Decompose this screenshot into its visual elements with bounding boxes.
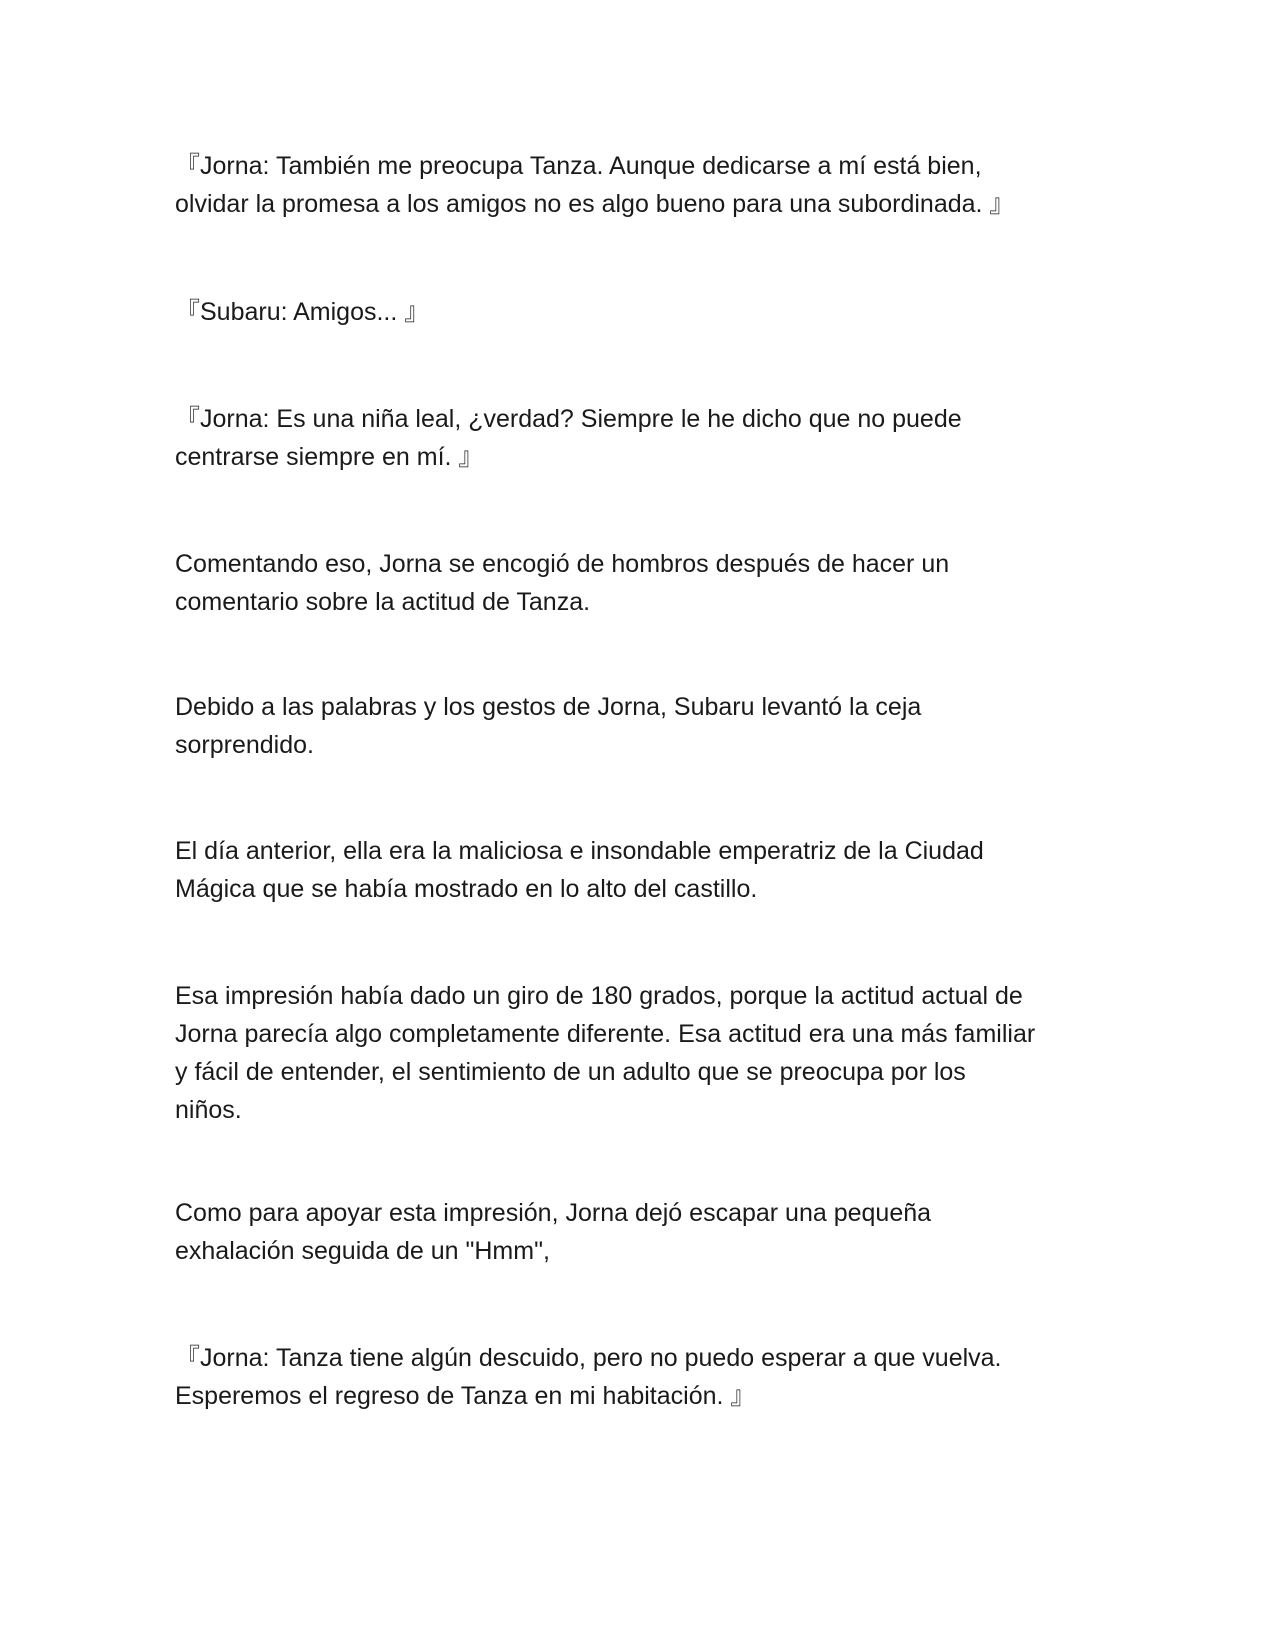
text-line: Jorna parecía algo completamente diferente. Esa actitud era una más familiar [175,1020,1036,1048]
text-line: 『Jorna: Es una niña leal, ¿verdad? Siempre le he dicho que no puede [175,405,962,433]
dialogue-paragraph-jorna-3 [175,1339,1105,1415]
narration-paragraph-2 [175,688,1105,764]
text-line: 『Subaru: Amigos... 』 [175,298,430,326]
narration-paragraph-4 [175,977,1105,1129]
narration-paragraph-1 [175,545,1105,621]
narration-paragraph-3 [175,832,1105,908]
text-line: Esperemos el regreso de Tanza en mi habitación. 』 [175,1382,756,1410]
dialogue-paragraph-subaru [175,293,1105,331]
text-line: 『Jorna: También me preocupa Tanza. Aunque dedicarse a mí está bien, [175,152,982,180]
text-line: Comentando eso, Jorna se encogió de hombros después de hacer un [175,550,950,578]
text-line: exhalación seguida de un "Hmm", [175,1237,550,1265]
dialogue-paragraph-jorna-2 [175,400,1105,476]
text-line: Esa impresión había dado un giro de 180 grados, porque la actitud actual de [175,982,1023,1010]
text-line: Debido a las palabras y los gestos de Jorna, Subaru levantó la ceja [175,693,922,721]
text-line: sorprendido. [175,731,314,759]
text-line: niños. [175,1096,242,1124]
text-line: Como para apoyar esta impresión, Jorna dejó escapar una pequeña [175,1199,932,1227]
text-line: 『Jorna: Tanza tiene algún descuido, pero no puedo esperar a que vuelva. [175,1344,1002,1372]
text-line: olvidar la promesa a los amigos no es algo bueno para una subordinada. 』 [175,190,1015,218]
text-line: Mágica que se había mostrado en lo alto del castillo. [175,875,758,903]
narration-paragraph-5 [175,1194,1105,1270]
text-line: El día anterior, ella era la maliciosa e insondable emperatriz de la Ciudad [175,837,984,865]
text-line: y fácil de entender, el sentimiento de un adulto que se preocupa por los [175,1058,966,1086]
dialogue-paragraph-jorna-1 [175,147,1105,223]
text-line: centrarse siempre en mí. 』 [175,443,484,471]
text-line: comentario sobre la actitud de Tanza. [175,588,591,616]
